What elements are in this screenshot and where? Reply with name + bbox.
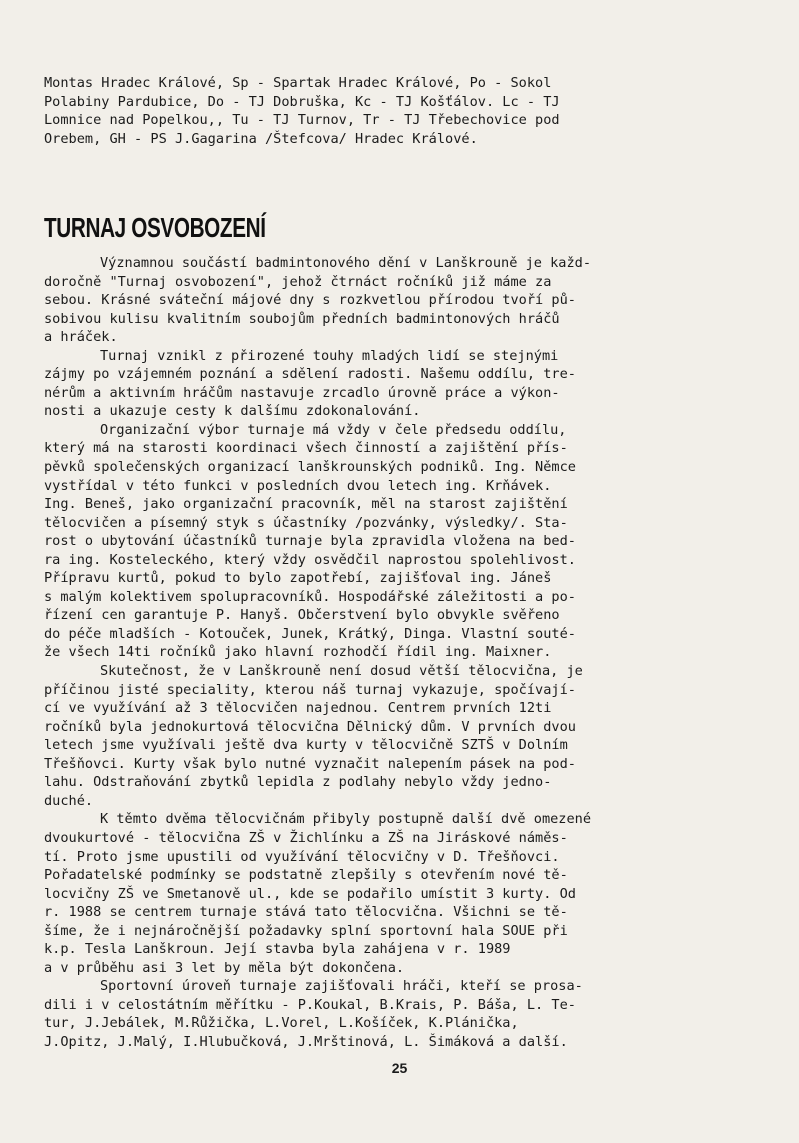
text-line: zájmy po vzájemném poznání a sdělení radosti. Našemu oddílu, tre-	[44, 366, 576, 383]
text-line: lahu. Odstraňování zbytků lepidla z podlahy nebylo vždy jedno-	[44, 774, 552, 791]
paragraph	[44, 977, 766, 1051]
text-line: Pořadatelské podmínky se podstatně zlepšily s otevřením nové tě-	[44, 867, 568, 884]
text-line: tí. Proto jsme upustili od využívání tělocvičny v D. Třešňovci.	[44, 848, 560, 865]
text-line: nérům a aktivním hráčům nastavuje zrcadlo úrovně práce a výkon-	[44, 384, 560, 401]
text-line: že všech 14ti ročníků jako hlavní rozhodčí řídil ing. Maixner.	[44, 644, 552, 661]
text-line: který má na starosti koordinaci všech činností a zajištění přís-	[44, 440, 568, 457]
text-line: ročníků byla jednokurtová tělocvična Dělnický dům. V prvních dvou	[44, 718, 576, 735]
text-line: a hráček.	[44, 329, 118, 346]
intro-text	[44, 74, 764, 148]
text-line: do péče mladších - Kotouček, Junek, Krátký, Dinga. Vlastní souté-	[44, 625, 576, 642]
text-line: řízení cen garantuje P. Hanyš. Občerstvení bylo obvykle svěřeno	[44, 607, 560, 624]
text-line: k.p. Tesla Lanškroun. Její stavba byla zahájena v r. 1989	[44, 941, 511, 958]
text-line: nosti a ukazuje cesty k dalšímu zdokonalování.	[44, 403, 421, 420]
text-line: Přípravu kurtů, pokud to bylo zapotřebí, zajišťoval ing. Jáneš	[44, 570, 552, 587]
paragraph	[44, 347, 766, 421]
text-line: Významnou součástí badmintonového dění v Lanškrouně je každ-	[100, 255, 592, 271]
text-line: locvičny ZŠ ve Smetanově ul., kde se podařilo umístit 3 kurty. Od	[44, 885, 576, 902]
text-line: sebou. Krásné sváteční májové dny s rozkvetlou přírodou tvoří pů-	[44, 292, 576, 309]
intro-line: Lomnice nad Popelkou,, Tu - TJ Turnov, Tr - TJ Třebechovice pod	[44, 112, 560, 128]
text-line: vystřídal v této funkci v posledních dvou letech ing. Krňávek.	[44, 477, 552, 494]
text-line: ra ing. Kosteleckého, který vždy osvědčil naprostou spolehlivost.	[44, 551, 576, 568]
paragraph	[44, 254, 766, 347]
text-line: s malým kolektivem spolupracovníků. Hospodářské záležitosti a po-	[44, 588, 576, 605]
intro-line: Montas Hradec Králové, Sp - Spartak Hradec Králové, Po - Sokol	[44, 75, 552, 91]
text-line: Skutečnost, že v Lanškrouně není dosud větší tělocvična, je	[100, 663, 583, 680]
text-line: Sportovní úroveň turnaje zajišťovali hráči, kteří se prosa-	[100, 978, 583, 995]
text-line: příčinou jisté speciality, kterou náš turnaj vykazuje, spočívají-	[44, 681, 576, 698]
article-body	[44, 254, 766, 1052]
text-line: rost o ubytování účastníků turnaje byla zpravidla vložena na bed-	[44, 533, 576, 550]
text-line: tělocvičen a písemný styk s účastníky /pozvánky, výsledky/. Sta-	[44, 514, 568, 531]
text-line: Turnaj vznikl z přirozené touhy mladých lidí se stejnými	[100, 347, 559, 364]
text-line: letech jsme využívali ještě dva kurty v tělocvičně SZTŠ v Dolním	[44, 737, 568, 754]
text-line: J.Opitz, J.Malý, I.Hlubučková, J.Mrštinová, L. Šimáková a další.	[44, 1033, 568, 1050]
text-line: dvoukurtové - tělocvična ZŠ v Žichlínku a ZŠ na Jiráskové náměs-	[44, 829, 568, 846]
text-line: r. 1988 se centrem turnaje stává tato tělocvična. Všichni se tě-	[44, 904, 568, 921]
intro-line: Polabiny Pardubice, Do - TJ Dobruška, Kc - TJ Košťálov. Lc - TJ	[44, 93, 560, 110]
page-number: 25	[391, 1060, 408, 1076]
text-line: duché.	[44, 792, 94, 809]
text-line: sobivou kulisu kvalitním soubojům předních badmintonových hráčů	[44, 310, 560, 327]
paragraph	[44, 421, 766, 662]
section-heading: TURNAJ OSVOBOZENÍ	[44, 212, 266, 243]
text-line: cí ve využívání až 3 tělocvičen najednou. Centrem prvních 12ti	[44, 700, 552, 717]
text-line: Třešňovci. Kurty však bylo nutné vyznačit nalepením pásek na pod-	[44, 755, 576, 772]
paragraph	[44, 810, 766, 977]
text-line: Organizační výbor turnaje má vždy v čele předsedu oddílu,	[100, 421, 567, 438]
text-line: K těmto dvěma tělocvičnám přibyly postupně další dvě omezené	[100, 811, 592, 828]
text-line: pěvků společenských organizací lanškrounských podniků. Ing. Němce	[44, 459, 576, 476]
text-line: Ing. Beneš, jako organizační pracovník, měl na starost zajištění	[44, 496, 568, 513]
text-line: tur, J.Jebálek, M.Růžička, L.Vorel, L.Košíček, K.Plánička,	[44, 1015, 519, 1032]
text-line: šíme, že i nejnáročnější požadavky splní sportovní hala SOUE při	[44, 922, 568, 939]
text-line: dili i v celostátním měřítku - P.Koukal, B.Krais, P. Báša, L. Te-	[44, 996, 576, 1013]
text-line: a v průběhu asi 3 let by měla být dokončena.	[44, 959, 405, 976]
paragraph	[44, 662, 766, 810]
text-line: doročně "Turnaj osvobození", jehož čtrnáct ročníků již máme za	[44, 273, 552, 290]
intro-line: Orebem, GH - PS J.Gagarina /Štefcova/ Hradec Králové.	[44, 130, 478, 147]
